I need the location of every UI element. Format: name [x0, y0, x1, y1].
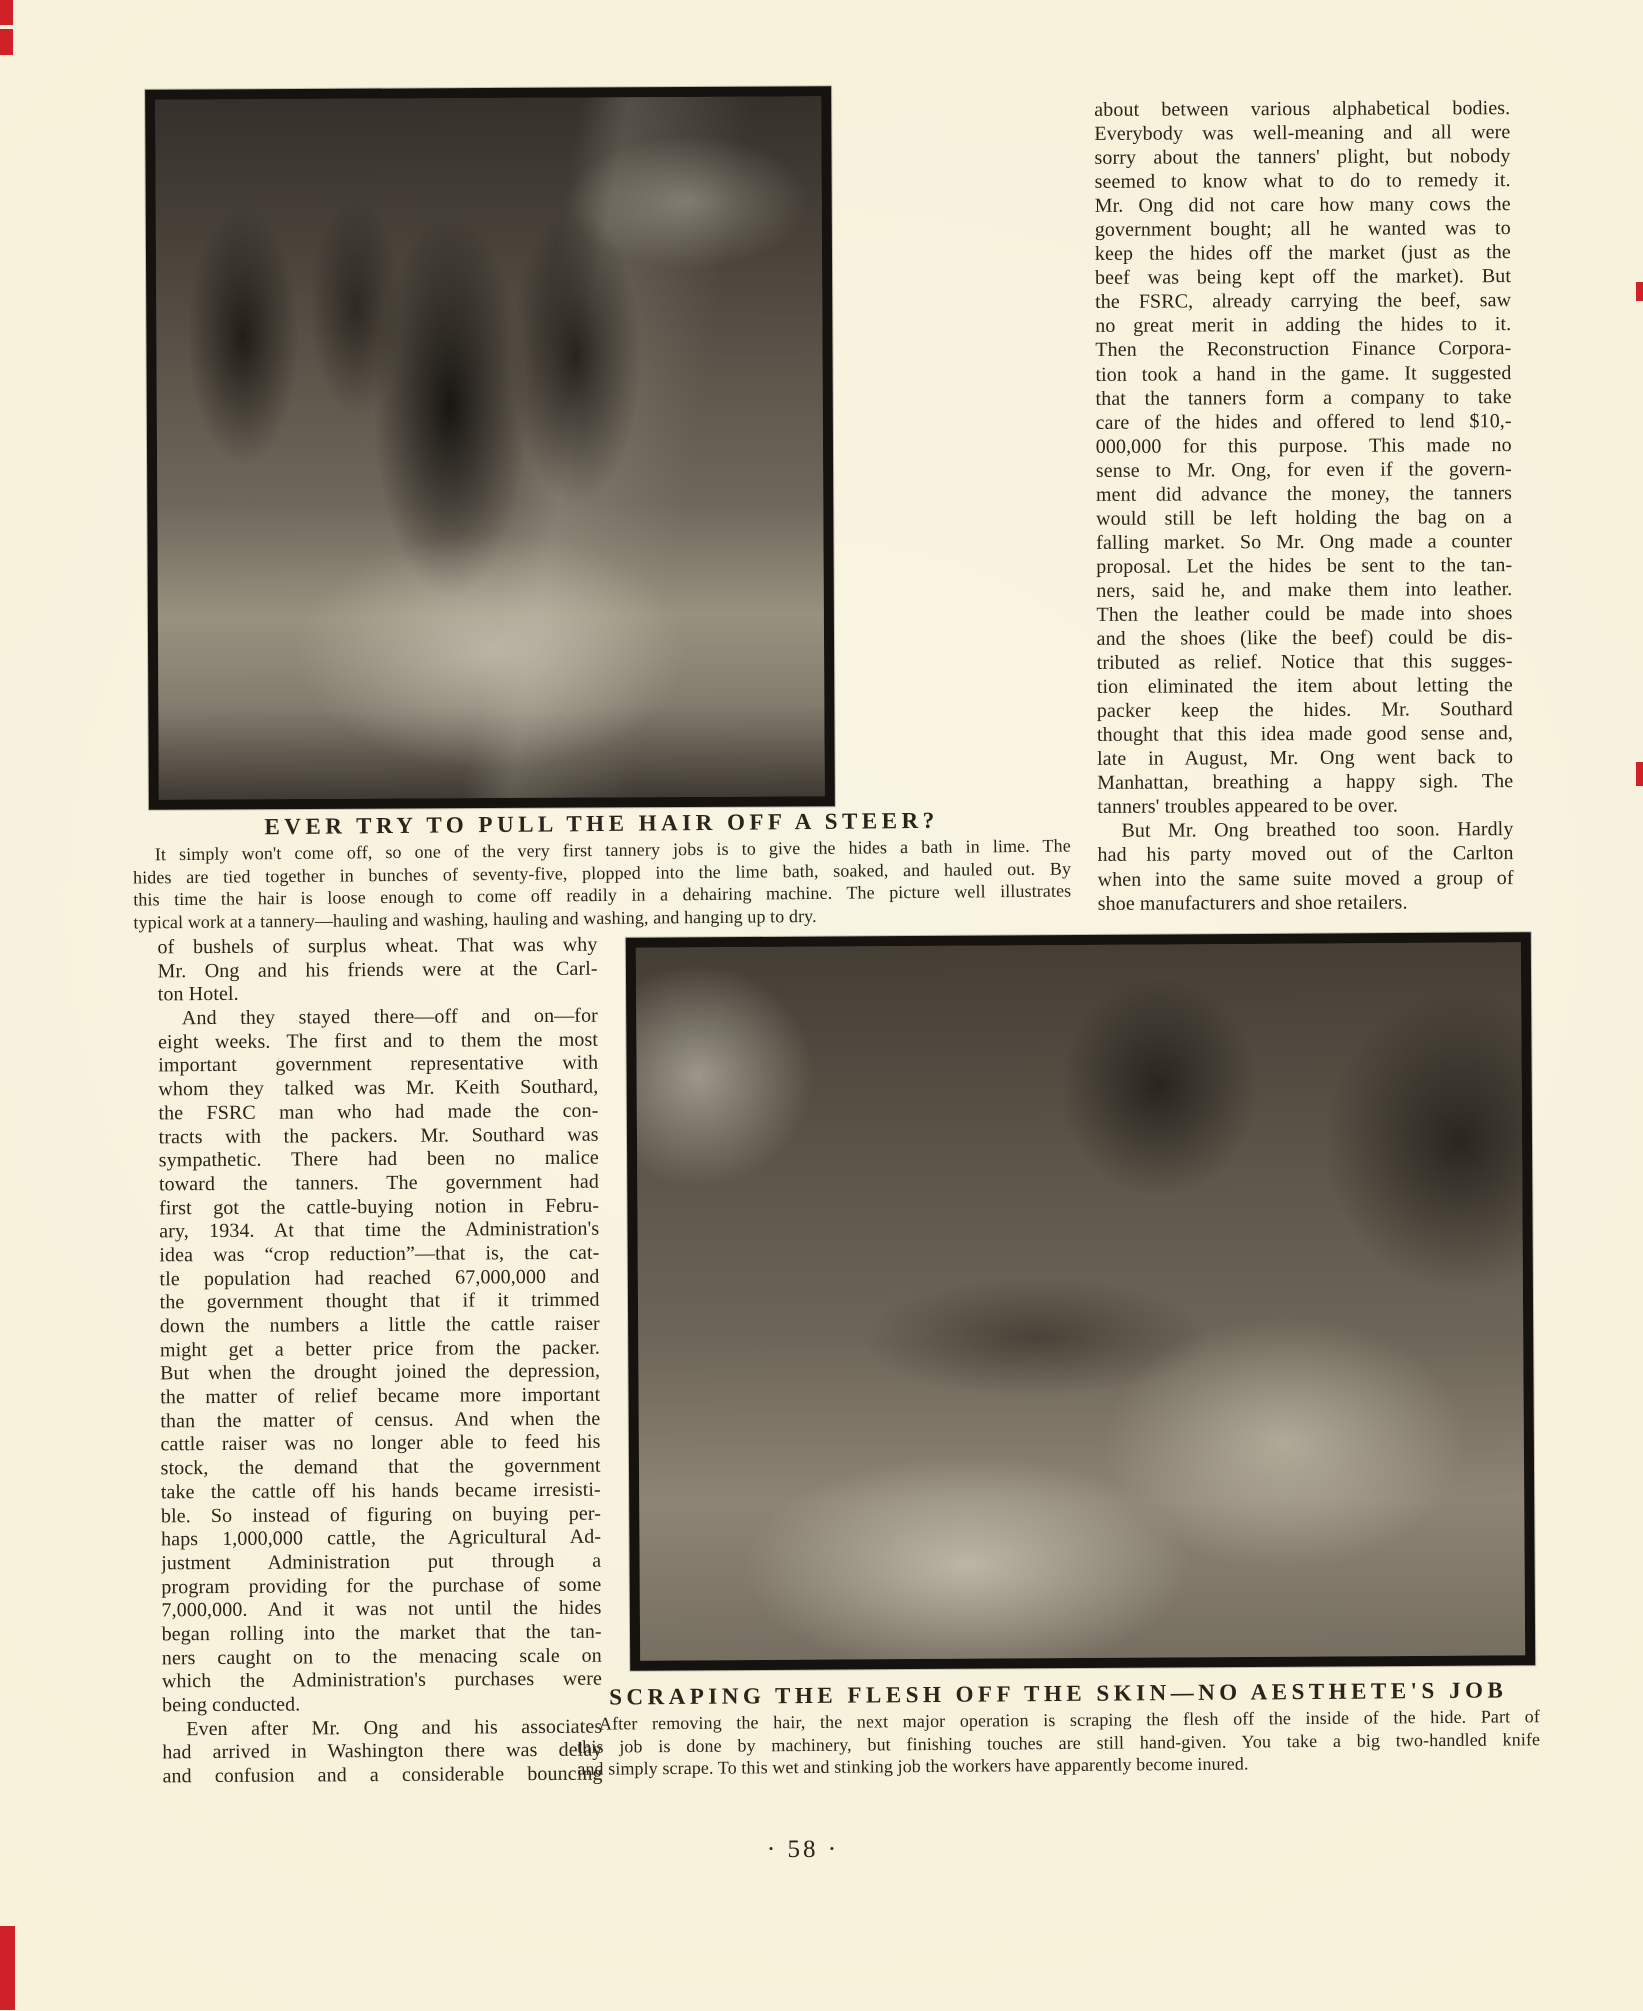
text-line: keep the hides off the market (just as the: [1094, 241, 1511, 266]
text-line: falling market. So Mr. Ong made a counter: [1096, 529, 1513, 554]
caption-flesh-scraping-body: [577, 1705, 1541, 1780]
text-line: program providing for the purchase of some: [161, 1573, 602, 1598]
red-edge-mark-bottom-left: [0, 1926, 15, 2010]
text-line: Mr. Ong and his friends were at the Carl-: [157, 957, 598, 983]
text-line: It simply won't come off, so one of the very first tannery jobs is to give the hides a bath in lime. The: [154, 835, 1071, 865]
photo-lime-bath-frame: [145, 86, 835, 810]
text-line: stock, the demand that the government: [160, 1454, 601, 1480]
text-line: and confusion and a considerable bouncing: [162, 1762, 603, 1788]
text-line: important government representative with: [158, 1052, 599, 1077]
text-line: tanners' troubles appeared to be over.: [1097, 794, 1398, 819]
text-line: might get a better price from the packer.: [159, 1336, 600, 1362]
text-line: thought that this idea made good sense and,: [1096, 722, 1514, 747]
left-text-column: [157, 934, 602, 1789]
text-line: Then the leather could be made into shoes: [1096, 602, 1513, 626]
text-line: Then the Reconstruction Finance Corpora-: [1095, 337, 1512, 362]
text-line: and the shoes (like the beef) could be dis-: [1096, 626, 1513, 650]
text-line: sense to Mr. Ong, for even if the govern-: [1095, 457, 1512, 482]
text-line: 7,000,000. And it was not until the hides: [161, 1596, 602, 1622]
text-line: than the matter of census. And when the: [160, 1407, 601, 1433]
red-edge-mark-top-left-1: [0, 0, 13, 25]
photo-flesh-scraping-frame: [626, 932, 1535, 1671]
text-line: Even after Mr. Ong and his associates: [186, 1715, 603, 1740]
text-line: After removing the hair, the next major operation is scraping the flesh off the inside of the hide. Part of: [598, 1706, 1540, 1734]
text-line: tracts with the packers. Mr. Southard was: [158, 1123, 599, 1148]
text-line: late in August, Mr. Ong went back to: [1097, 746, 1514, 771]
text-line: began rolling into the market that the tan-: [161, 1620, 602, 1646]
text-line: 000,000 for this purpose. This made no: [1095, 433, 1512, 458]
caption-flesh-scraping-heading: SCRAPING THE FLESH OFF THE SKIN—NO AESTHETE'S JOB: [609, 1677, 1508, 1710]
text-line: proposal. Let the hides be sent to the tan-: [1096, 553, 1513, 578]
text-line: whom they talked was Mr. Keith Southard,: [158, 1075, 599, 1101]
text-line: haps 1,000,000 cattle, the Agricultural Ad-: [161, 1525, 602, 1551]
text-line: government bought; all he wanted was to: [1094, 217, 1511, 242]
page-number: · 58 ·: [766, 1836, 840, 1863]
caption-flesh-scraping: [577, 1676, 1541, 1780]
text-line: ners, said he, and make them into leather.: [1096, 578, 1513, 602]
text-line: the government thought that if it trimmed: [159, 1288, 600, 1314]
text-line: no great merit in adding the hides to it.: [1095, 313, 1512, 338]
text-line: and simply scrape. To this wet and stinking job the workers have apparently become inured.: [577, 1753, 1249, 1779]
text-line: hides are tied together in bunches of seventy-five, plopped into the lime bath, soaked, and hauled out. By: [132, 858, 1072, 888]
red-edge-mark-right-upper: [1636, 282, 1643, 301]
text-line: justment Administration put through a: [161, 1549, 602, 1575]
text-line: this time the hair is loose enough to come off readily in a dehairing machine. The picture well illustrates: [133, 880, 1072, 910]
text-line: sympathetic. There had been no malice: [158, 1146, 599, 1172]
caption-lime-bath-heading: EVER TRY TO PULL THE HAIR OFF A STEER?: [264, 807, 939, 840]
text-line: tion eliminated the item about letting the: [1096, 674, 1513, 699]
text-line: when into the same suite moved a group of: [1097, 866, 1514, 891]
text-line: the matter of relief became more important: [160, 1383, 601, 1409]
text-line: of bushels of surplus wheat. That was why: [157, 933, 598, 959]
text-line: Mr. Ong did not care how many cows the: [1094, 193, 1511, 218]
text-line: ners caught on to the menacing scale on: [161, 1644, 602, 1669]
text-line: seemed to know what to do to remedy it.: [1094, 169, 1511, 194]
text-line: eight weeks. The first and to them the most: [157, 1028, 599, 1054]
text-line: tributed as relief. Notice that this sugges-: [1096, 650, 1513, 674]
text-line: ment did advance the money, the tanners: [1095, 481, 1512, 506]
right-text-column: [1094, 96, 1514, 915]
text-line: take the cattle off his hands became irresisti-: [160, 1478, 601, 1504]
text-line: But Mr. Ong breathed too soon. Hardly: [1121, 818, 1514, 843]
text-line: And they stayed there—off and on—for: [181, 1004, 598, 1030]
text-line: sorry about the tanners' plight, but nobody: [1094, 145, 1511, 170]
text-line: Everybody was well-meaning and all were: [1094, 121, 1511, 145]
text-line: ble. So instead of figuring on buying per-: [160, 1502, 601, 1527]
red-edge-mark-top-left-2: [0, 29, 13, 55]
caption-lime-bath-body: [133, 834, 1072, 933]
text-line: that the tanners form a company to take: [1095, 385, 1512, 410]
text-line: first got the cattle-buying notion in Febru-: [158, 1194, 600, 1219]
text-line: cattle raiser was no longer able to feed his: [160, 1431, 601, 1456]
text-line: being conducted.: [162, 1693, 301, 1717]
text-line: ary, 1934. At that time the Administration's: [159, 1217, 600, 1243]
text-line: beef was being kept off the market). But: [1094, 265, 1512, 290]
text-line: would still be left holding the bag on a: [1096, 505, 1513, 530]
text-line: the FSRC, already carrying the beef, saw: [1095, 289, 1512, 314]
text-line: shoe manufacturers and shoe retailers.: [1097, 891, 1408, 915]
text-line: this job is done by machinery, but finishing touches are still hand-given. You take a big two-handled knife: [577, 1728, 1541, 1757]
text-line: down the numbers a little the cattle raiser: [159, 1312, 600, 1338]
photo-lime-bath: [155, 96, 825, 799]
text-line: packer keep the hides. Mr. Southard: [1096, 698, 1513, 723]
text-line: had his party moved out of the Carlton: [1097, 842, 1514, 867]
text-line: about between various alphabetical bodies.: [1094, 97, 1511, 121]
text-line: tion took a hand in the game. It suggested: [1095, 361, 1512, 386]
red-edge-mark-right-lower: [1636, 762, 1643, 786]
text-line: care of the hides and offered to lend $10,-: [1095, 409, 1512, 434]
text-line: toward the tanners. The government had: [158, 1170, 599, 1196]
text-line: had arrived in Washington there was delay: [162, 1739, 603, 1764]
text-line: tle population had reached 67,000,000 and: [159, 1265, 600, 1290]
text-line: which the Administration's purchases were: [161, 1667, 603, 1693]
text-line: idea was “crop reduction”—that is, the cat-: [159, 1241, 600, 1267]
photo-flesh-scraping: [636, 942, 1525, 1660]
caption-lime-bath: [132, 806, 1071, 934]
text-line: typical work at a tannery—hauling and washing, hauling and washing, and hanging up to dry.: [133, 905, 817, 933]
text-line: Manhattan, breathing a happy sigh. The: [1097, 770, 1514, 795]
text-line: ton Hotel.: [157, 983, 239, 1006]
text-line: the FSRC man who had made the con-: [158, 1099, 599, 1125]
text-line: But when the drought joined the depression,: [160, 1360, 601, 1385]
